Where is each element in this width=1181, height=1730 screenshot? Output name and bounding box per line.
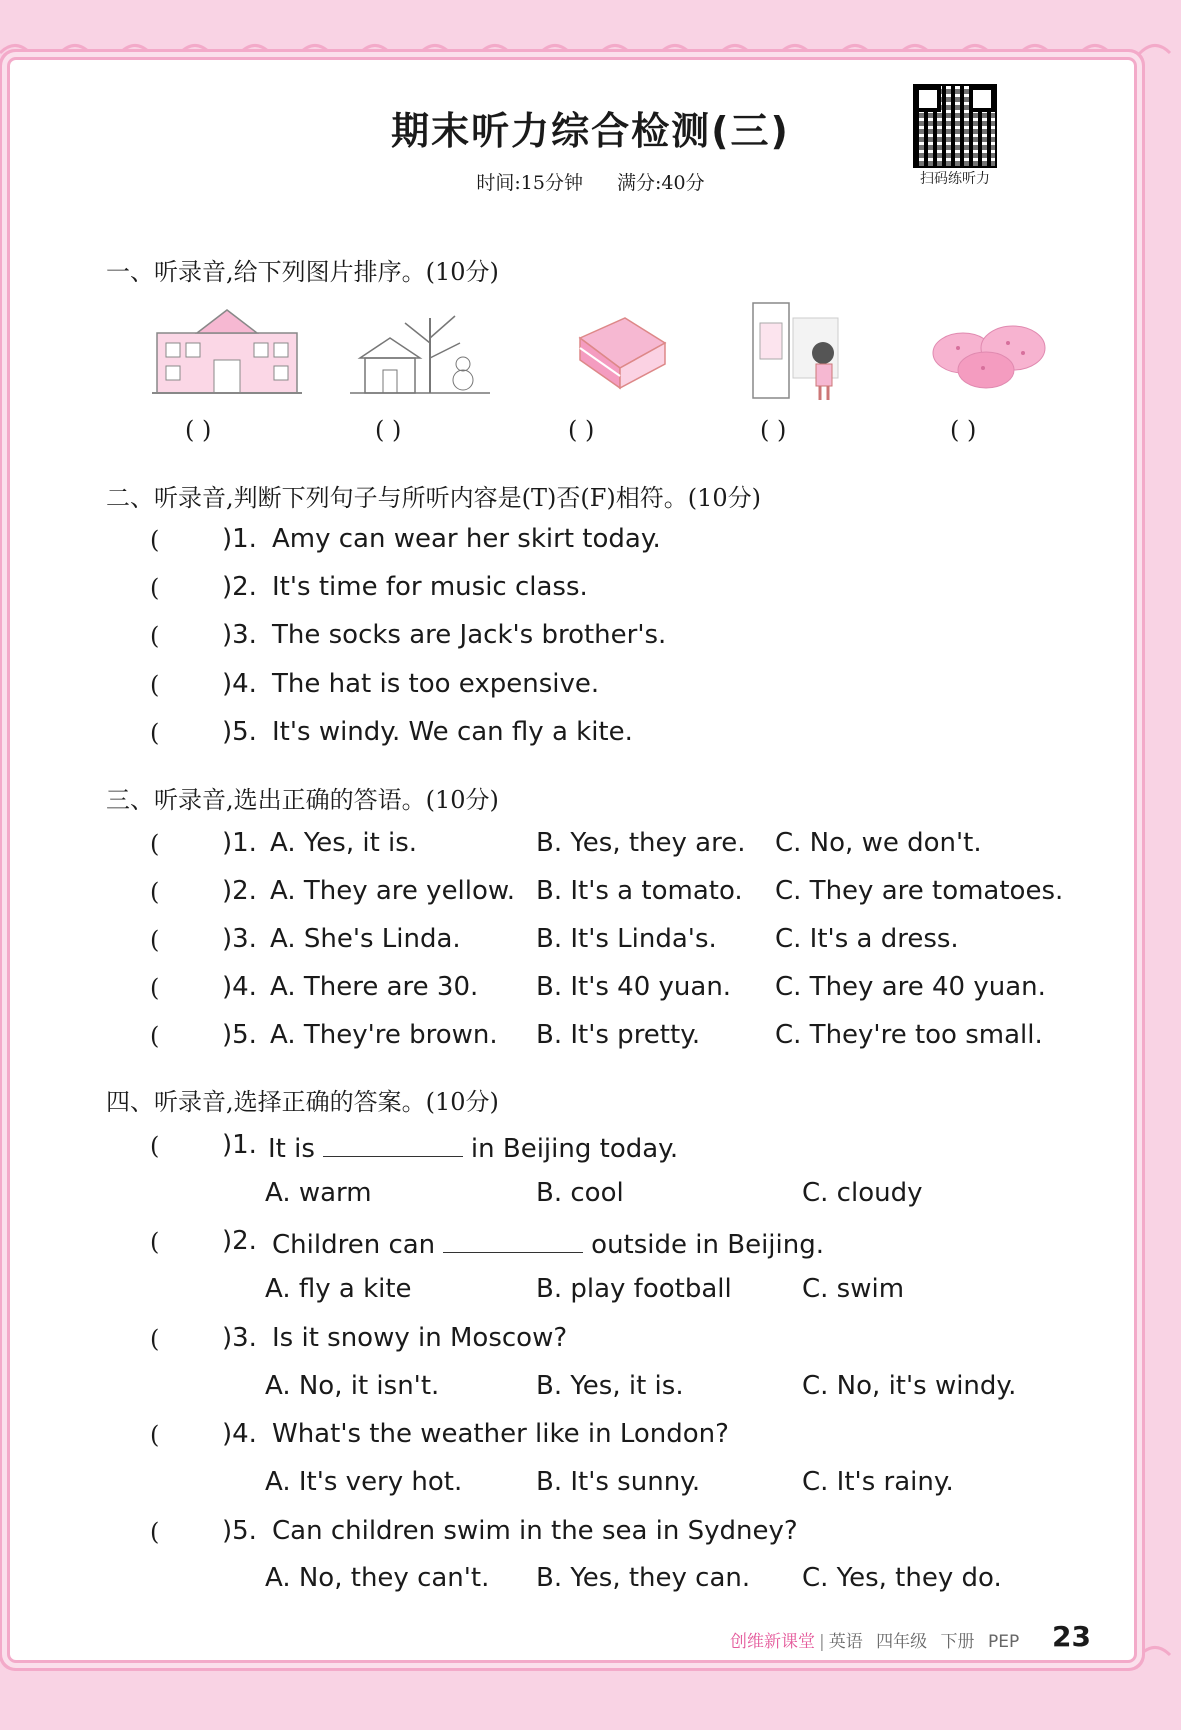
option-a: A. They are yellow. xyxy=(270,876,516,906)
option-b: B. It's pretty. xyxy=(536,1020,701,1050)
page-title: 期末听力综合检测(三) xyxy=(391,109,790,153)
option-c: C. No, it's windy. xyxy=(802,1371,1017,1401)
question-text: Children can outside in Beijing. xyxy=(272,1226,824,1260)
statement-text: The socks are Jack's brother's. xyxy=(272,620,667,650)
option-b: B. It's Linda's. xyxy=(536,924,717,954)
item-number: )4. xyxy=(222,669,257,699)
answer-paren[interactable]: ( xyxy=(150,1228,160,1256)
option-b: B. It's sunny. xyxy=(536,1467,701,1497)
footer-subject: 英语 xyxy=(828,1632,863,1652)
footer-brand: 创维新课堂 xyxy=(730,1632,815,1652)
footer-grade: 四年级 xyxy=(876,1632,928,1652)
answer-paren[interactable]: ( xyxy=(150,526,160,554)
section2-heading: 二、听录音,判断下列句子与所听内容是(T)否(F)相符。(10分) xyxy=(106,484,762,512)
footer-edition: PEP xyxy=(987,1632,1020,1652)
picture-answer-2[interactable]: ( ) xyxy=(375,416,402,444)
answer-paren[interactable]: ( xyxy=(150,1518,160,1546)
option-b: B. cool xyxy=(536,1178,624,1208)
picture-answer-4[interactable]: ( ) xyxy=(760,416,787,444)
item-number: )3. xyxy=(222,620,257,650)
snowy-tree-house-icon xyxy=(345,298,495,408)
answer-paren[interactable]: ( xyxy=(150,830,160,858)
statement-text: It's windy. We can fly a kite. xyxy=(272,717,633,747)
potatoes-icon xyxy=(928,298,1048,408)
option-c: C. cloudy xyxy=(802,1178,923,1208)
question-text: Can children swim in the sea in Sydney? xyxy=(272,1516,798,1546)
option-c: C. They are tomatoes. xyxy=(775,876,1064,906)
girl-at-shop-icon xyxy=(748,298,858,408)
option-c: C. They are 40 yuan. xyxy=(775,972,1046,1002)
page-footer xyxy=(730,1627,1019,1652)
section3-heading: 三、听录音,选出正确的答语。(10分) xyxy=(106,786,499,814)
answer-paren[interactable]: ( xyxy=(150,1325,160,1353)
option-a: A. No, they can't. xyxy=(265,1563,490,1593)
answer-paren[interactable]: ( xyxy=(150,1421,160,1449)
statement-text: Amy can wear her skirt today. xyxy=(272,524,661,554)
item-number: )1. xyxy=(222,1130,257,1160)
option-a: A. fly a kite xyxy=(265,1274,412,1304)
item-number: )2. xyxy=(222,876,257,906)
answer-paren[interactable]: ( xyxy=(150,1022,160,1050)
item-number: )3. xyxy=(222,1323,257,1353)
question-text: What's the weather like in London? xyxy=(272,1419,729,1449)
footer-term: 下册 xyxy=(940,1632,975,1652)
answer-paren[interactable]: ( xyxy=(150,574,160,602)
qr-code-icon[interactable] xyxy=(915,86,995,166)
item-number: )5. xyxy=(222,1020,257,1050)
answer-paren[interactable]: ( xyxy=(150,974,160,1002)
option-a: A. It's very hot. xyxy=(265,1467,463,1497)
item-number: )2. xyxy=(222,572,257,602)
picture-answer-3[interactable]: ( ) xyxy=(568,416,595,444)
option-c: C. It's a dress. xyxy=(775,924,959,954)
item-number: )3. xyxy=(222,924,257,954)
option-a: A. warm xyxy=(265,1178,372,1208)
item-number: )2. xyxy=(222,1226,257,1256)
option-c: C. They're too small. xyxy=(775,1020,1043,1050)
item-number: )5. xyxy=(222,717,257,747)
item-number: )1. xyxy=(222,828,257,858)
option-c: C. Yes, they do. xyxy=(802,1563,1002,1593)
answer-paren[interactable]: ( xyxy=(150,926,160,954)
option-a: A. She's Linda. xyxy=(270,924,461,954)
question-text: It is in Beijing today. xyxy=(268,1130,678,1164)
answer-paren[interactable]: ( xyxy=(150,878,160,906)
option-b: B. play football xyxy=(536,1274,732,1304)
item-number: )4. xyxy=(222,972,257,1002)
qr-label: 扫码练听力 xyxy=(920,171,990,187)
option-c: C. swim xyxy=(802,1274,905,1304)
answer-paren[interactable]: ( xyxy=(150,719,160,747)
option-a: A. They're brown. xyxy=(270,1020,498,1050)
option-a: A. There are 30. xyxy=(270,972,479,1002)
fill-blank[interactable] xyxy=(443,1226,583,1253)
option-b: B. Yes, it is. xyxy=(536,1371,684,1401)
question-text: Is it snowy in Moscow? xyxy=(272,1323,568,1353)
school-building-icon xyxy=(152,298,302,408)
option-c: C. It's rainy. xyxy=(802,1467,954,1497)
folded-scarf-icon xyxy=(565,298,675,408)
full-score: 满分:40分 xyxy=(617,172,705,194)
item-number: )5. xyxy=(222,1516,257,1546)
page-number: 23 xyxy=(1052,1620,1091,1653)
answer-paren[interactable]: ( xyxy=(150,671,160,699)
time-limit: 时间:15分钟 xyxy=(476,172,583,194)
option-a: A. No, it isn't. xyxy=(265,1371,440,1401)
picture-answer-5[interactable]: ( ) xyxy=(950,416,977,444)
fill-blank[interactable] xyxy=(323,1130,463,1157)
section4-heading: 四、听录音,选择正确的答案。(10分) xyxy=(106,1088,499,1116)
option-a: A. Yes, it is. xyxy=(270,828,418,858)
option-c: C. No, we don't. xyxy=(775,828,982,858)
item-number: )4. xyxy=(222,1419,257,1449)
footer-separator: | xyxy=(819,1632,825,1652)
option-b: B. It's a tomato. xyxy=(536,876,743,906)
section1-heading: 一、听录音,给下列图片排序。(10分) xyxy=(106,258,499,286)
option-b: B. Yes, they are. xyxy=(536,828,746,858)
answer-paren[interactable]: ( xyxy=(150,622,160,650)
answer-paren[interactable]: ( xyxy=(150,1132,160,1160)
statement-text: The hat is too expensive. xyxy=(272,669,600,699)
item-number: )1. xyxy=(222,524,257,554)
picture-answer-1[interactable]: ( ) xyxy=(185,416,212,444)
option-b: B. It's 40 yuan. xyxy=(536,972,732,1002)
statement-text: It's time for music class. xyxy=(272,572,588,602)
option-b: B. Yes, they can. xyxy=(536,1563,751,1593)
